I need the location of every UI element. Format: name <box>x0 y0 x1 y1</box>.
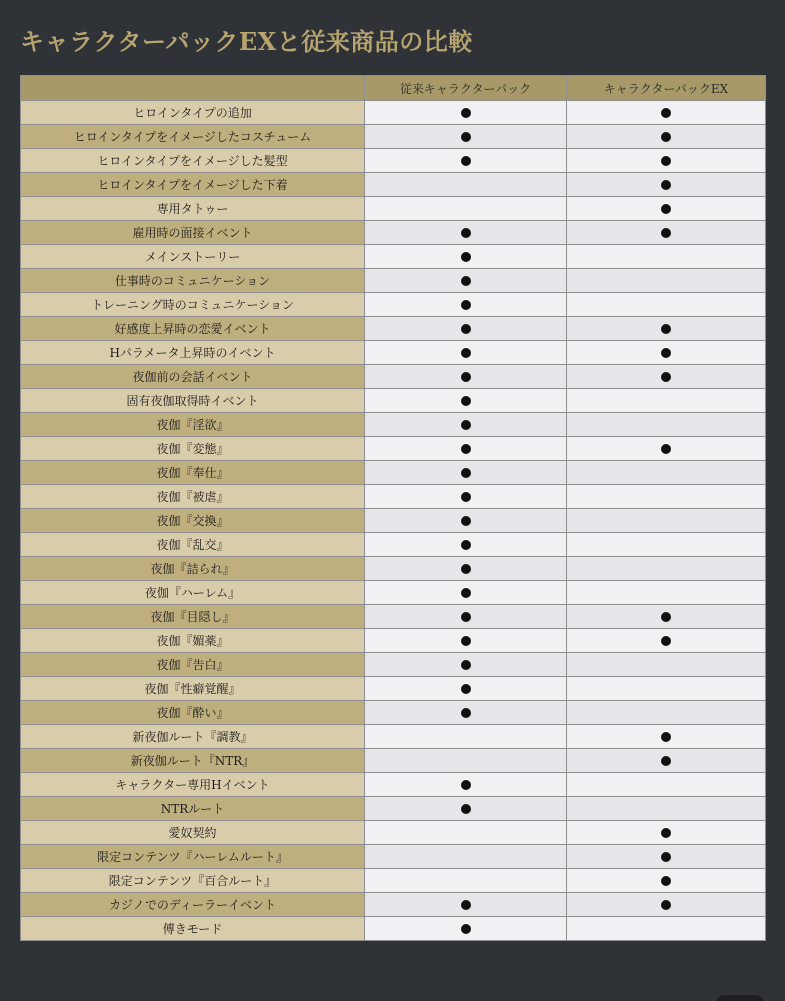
ex-pack-mark-cell <box>567 341 766 365</box>
ex-pack-mark-cell <box>567 149 766 173</box>
included-dot-icon <box>661 900 671 910</box>
old-pack-mark-cell <box>365 629 567 653</box>
feature-label: カジノでのディーラーイベント <box>21 893 365 917</box>
table-row <box>21 773 766 797</box>
included-dot-icon <box>461 516 471 526</box>
old-pack-mark-cell <box>365 533 567 557</box>
included-dot-icon <box>461 660 471 670</box>
ex-pack-mark-cell <box>567 485 766 509</box>
included-dot-icon <box>461 924 471 934</box>
ex-pack-mark-cell <box>567 173 766 197</box>
old-pack-mark-cell <box>365 797 567 821</box>
ex-pack-mark-cell <box>567 197 766 221</box>
feature-label: 夜伽『被虐』 <box>21 485 365 509</box>
ex-pack-mark-cell <box>567 869 766 893</box>
feature-label: ヒロインタイプの追加 <box>21 101 365 125</box>
old-pack-mark-cell <box>365 125 567 149</box>
feature-label: 夜伽『交換』 <box>21 509 365 533</box>
table-row <box>21 917 766 941</box>
included-dot-icon <box>461 300 471 310</box>
ex-pack-mark-cell <box>567 509 766 533</box>
feature-label: ヒロインタイプをイメージしたコスチューム <box>21 125 365 149</box>
included-dot-icon <box>461 132 471 142</box>
feature-label: NTRルート <box>21 797 365 821</box>
ex-pack-mark-cell <box>567 245 766 269</box>
feature-label: 夜伽『ハーレム』 <box>21 581 365 605</box>
old-pack-mark-cell <box>365 341 567 365</box>
ex-pack-mark-cell <box>567 533 766 557</box>
included-dot-icon <box>661 228 671 238</box>
table-row <box>21 125 766 149</box>
ex-pack-mark-cell <box>567 293 766 317</box>
old-pack-mark-cell <box>365 293 567 317</box>
feature-label: 夜伽『性癖覚醒』 <box>21 677 365 701</box>
included-dot-icon <box>661 636 671 646</box>
included-dot-icon <box>661 348 671 358</box>
table-row <box>21 845 766 869</box>
ex-pack-mark-cell <box>567 605 766 629</box>
included-dot-icon <box>661 828 671 838</box>
included-dot-icon <box>461 636 471 646</box>
old-pack-mark-cell <box>365 173 567 197</box>
old-pack-mark-cell <box>365 773 567 797</box>
ex-pack-mark-cell <box>567 101 766 125</box>
table-row <box>21 893 766 917</box>
included-dot-icon <box>461 444 471 454</box>
table-header-row <box>21 76 766 101</box>
included-dot-icon <box>461 228 471 238</box>
included-dot-icon <box>461 780 471 790</box>
included-dot-icon <box>661 156 671 166</box>
included-dot-icon <box>461 612 471 622</box>
included-dot-icon <box>461 324 471 334</box>
table-row <box>21 629 766 653</box>
included-dot-icon <box>461 420 471 430</box>
ex-pack-mark-cell <box>567 677 766 701</box>
old-pack-mark-cell <box>365 413 567 437</box>
included-dot-icon <box>661 612 671 622</box>
old-pack-mark-cell <box>365 221 567 245</box>
included-dot-icon <box>661 108 671 118</box>
included-dot-icon <box>461 252 471 262</box>
included-dot-icon <box>661 204 671 214</box>
included-dot-icon <box>661 732 671 742</box>
included-dot-icon <box>661 372 671 382</box>
ex-pack-mark-cell <box>567 725 766 749</box>
header-ex-pack: キャラクターパックEX <box>567 76 766 101</box>
old-pack-mark-cell <box>365 461 567 485</box>
table-row <box>21 653 766 677</box>
feature-label: 傅きモード <box>21 917 365 941</box>
ex-pack-mark-cell <box>567 125 766 149</box>
old-pack-mark-cell <box>365 101 567 125</box>
ex-pack-mark-cell <box>567 317 766 341</box>
old-pack-mark-cell <box>365 605 567 629</box>
feature-label: メインストーリー <box>21 245 365 269</box>
feature-label: トレーニング時のコミュニケーション <box>21 293 365 317</box>
old-pack-mark-cell <box>365 557 567 581</box>
feature-label: 夜伽『媚薬』 <box>21 629 365 653</box>
feature-label: 夜伽『奉仕』 <box>21 461 365 485</box>
ex-pack-mark-cell <box>567 269 766 293</box>
ex-pack-mark-cell <box>567 413 766 437</box>
feature-label: 夜伽『酔い』 <box>21 701 365 725</box>
feature-label: 夜伽『乱交』 <box>21 533 365 557</box>
feature-label: 夜伽前の会話イベント <box>21 365 365 389</box>
ex-pack-mark-cell <box>567 701 766 725</box>
old-pack-mark-cell <box>365 725 567 749</box>
ex-pack-mark-cell <box>567 821 766 845</box>
old-pack-mark-cell <box>365 917 567 941</box>
table-row <box>21 509 766 533</box>
old-pack-mark-cell <box>365 245 567 269</box>
ex-pack-mark-cell <box>567 749 766 773</box>
included-dot-icon <box>461 372 471 382</box>
table-row <box>21 869 766 893</box>
included-dot-icon <box>461 684 471 694</box>
included-dot-icon <box>461 804 471 814</box>
ex-pack-mark-cell <box>567 797 766 821</box>
old-pack-mark-cell <box>365 581 567 605</box>
feature-label: 夜伽『詰られ』 <box>21 557 365 581</box>
old-pack-mark-cell <box>365 149 567 173</box>
included-dot-icon <box>661 324 671 334</box>
table-row <box>21 293 766 317</box>
included-dot-icon <box>661 132 671 142</box>
table-row <box>21 173 766 197</box>
table-row <box>21 221 766 245</box>
feature-label: Hパラメータ上昇時のイベント <box>21 341 365 365</box>
included-dot-icon <box>661 180 671 190</box>
feature-label: 新夜伽ルート『調教』 <box>21 725 365 749</box>
included-dot-icon <box>461 540 471 550</box>
feature-label: ヒロインタイプをイメージした下着 <box>21 173 365 197</box>
table-row <box>21 701 766 725</box>
feature-label: 夜伽『淫欲』 <box>21 413 365 437</box>
table-row <box>21 581 766 605</box>
ex-pack-mark-cell <box>567 389 766 413</box>
old-pack-mark-cell <box>365 893 567 917</box>
table-row <box>21 725 766 749</box>
feature-label: ヒロインタイプをイメージした髪型 <box>21 149 365 173</box>
scroll-to-top-button[interactable] <box>717 995 763 1001</box>
old-pack-mark-cell <box>365 701 567 725</box>
old-pack-mark-cell <box>365 677 567 701</box>
table-row <box>21 749 766 773</box>
old-pack-mark-cell <box>365 509 567 533</box>
ex-pack-mark-cell <box>567 365 766 389</box>
feature-label: キャラクター専用Hイベント <box>21 773 365 797</box>
feature-label: 仕事時のコミュニケーション <box>21 269 365 293</box>
old-pack-mark-cell <box>365 197 567 221</box>
header-corner-cell <box>21 76 365 101</box>
old-pack-mark-cell <box>365 869 567 893</box>
ex-pack-mark-cell <box>567 773 766 797</box>
old-pack-mark-cell <box>365 317 567 341</box>
table-row <box>21 269 766 293</box>
ex-pack-mark-cell <box>567 917 766 941</box>
old-pack-mark-cell <box>365 749 567 773</box>
table-row <box>21 197 766 221</box>
included-dot-icon <box>461 900 471 910</box>
old-pack-mark-cell <box>365 485 567 509</box>
included-dot-icon <box>461 396 471 406</box>
old-pack-mark-cell <box>365 389 567 413</box>
feature-label: 愛奴契約 <box>21 821 365 845</box>
included-dot-icon <box>661 852 671 862</box>
old-pack-mark-cell <box>365 821 567 845</box>
table-row <box>21 461 766 485</box>
ex-pack-mark-cell <box>567 557 766 581</box>
ex-pack-mark-cell <box>567 653 766 677</box>
page-title: キャラクターパックEXと従来商品の比較 <box>20 27 473 56</box>
ex-pack-mark-cell <box>567 845 766 869</box>
feature-label: 夜伽『変態』 <box>21 437 365 461</box>
included-dot-icon <box>661 756 671 766</box>
included-dot-icon <box>461 708 471 718</box>
old-pack-mark-cell <box>365 269 567 293</box>
header-old-pack: 従来キャラクターパック <box>365 76 567 101</box>
ex-pack-mark-cell <box>567 893 766 917</box>
comparison-table <box>20 75 766 941</box>
table-row <box>21 437 766 461</box>
ex-pack-mark-cell <box>567 437 766 461</box>
included-dot-icon <box>461 564 471 574</box>
included-dot-icon <box>461 276 471 286</box>
ex-pack-mark-cell <box>567 629 766 653</box>
table-row <box>21 341 766 365</box>
table-row <box>21 605 766 629</box>
table-row <box>21 797 766 821</box>
included-dot-icon <box>461 492 471 502</box>
feature-label: 夜伽『目隠し』 <box>21 605 365 629</box>
old-pack-mark-cell <box>365 437 567 461</box>
included-dot-icon <box>661 444 671 454</box>
old-pack-mark-cell <box>365 365 567 389</box>
feature-label: 雇用時の面接イベント <box>21 221 365 245</box>
feature-label: 新夜伽ルート『NTR』 <box>21 749 365 773</box>
table-row <box>21 317 766 341</box>
feature-label: 固有夜伽取得時イベント <box>21 389 365 413</box>
included-dot-icon <box>461 468 471 478</box>
ex-pack-mark-cell <box>567 581 766 605</box>
old-pack-mark-cell <box>365 845 567 869</box>
included-dot-icon <box>661 876 671 886</box>
included-dot-icon <box>461 348 471 358</box>
ex-pack-mark-cell <box>567 461 766 485</box>
included-dot-icon <box>461 108 471 118</box>
feature-label: 夜伽『告白』 <box>21 653 365 677</box>
table-row <box>21 365 766 389</box>
feature-label: 限定コンテンツ『百合ルート』 <box>21 869 365 893</box>
old-pack-mark-cell <box>365 653 567 677</box>
feature-label: 専用タトゥー <box>21 197 365 221</box>
table-row <box>21 389 766 413</box>
table-row <box>21 149 766 173</box>
table-row <box>21 101 766 125</box>
table-row <box>21 485 766 509</box>
feature-label: 好感度上昇時の恋愛イベント <box>21 317 365 341</box>
table-row <box>21 557 766 581</box>
table-row <box>21 677 766 701</box>
ex-pack-mark-cell <box>567 221 766 245</box>
table-row <box>21 821 766 845</box>
table-row <box>21 413 766 437</box>
table-row <box>21 245 766 269</box>
included-dot-icon <box>461 588 471 598</box>
table-row <box>21 533 766 557</box>
feature-label: 限定コンテンツ『ハーレムルート』 <box>21 845 365 869</box>
included-dot-icon <box>461 156 471 166</box>
table-body <box>21 101 766 941</box>
